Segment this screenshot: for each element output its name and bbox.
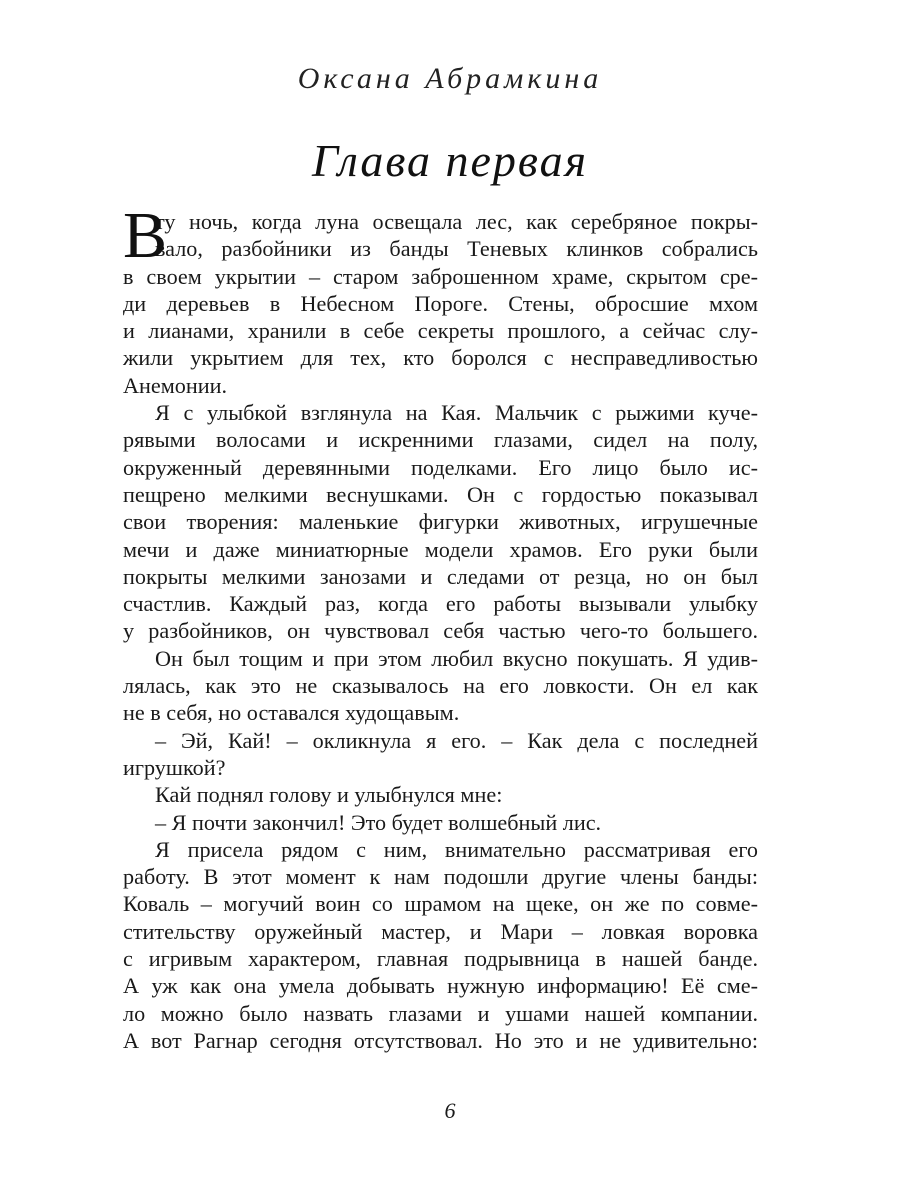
text-line: Я с улыбкой взглянула на Кая. Мальчик с рыжими куче- <box>155 400 758 426</box>
text-line: не в себя, но оставался худощавым. <box>123 700 460 726</box>
text-line: в своем укрытии – старом заброшенном храме, скрытом сре- <box>123 263 758 289</box>
drop-cap: В <box>123 199 168 272</box>
text-line: покрыты мелкими занозами и следами от резца, но он был <box>123 563 758 589</box>
text-line: – Эй, Кай! – окликнула я его. – Как дела с последней <box>155 727 758 753</box>
text-line: Кай поднял голову и улыбнулся мне: <box>155 782 503 808</box>
text-line: А уж как она умела добывать нужную информацию! Её сме- <box>123 973 758 999</box>
text-line: Я присела рядом с ним, внимательно рассматривая его <box>155 836 758 862</box>
text-line: пещрено мелкими веснушками. Он с гордостью показывал <box>123 481 758 507</box>
text-line: счастлив. Каждый раз, когда его работы вызывали улыбку <box>123 591 758 617</box>
text-line: свои творения: маленькие фигурки животных, игрушечные <box>123 509 758 535</box>
text-line: игрушкой? <box>123 754 226 780</box>
text-line: лялась, как это не сказывалось на его ловкости. Он ел как <box>123 673 758 699</box>
text-line: рявыми волосами и искренними глазами, сидел на полу, <box>123 427 758 453</box>
text-line: ло можно было назвать глазами и ушами нашей компании. <box>123 1000 758 1026</box>
text-line: Анемонии. <box>123 372 228 398</box>
text-line: с игривым характером, главная подрывница в нашей банде. <box>123 946 758 972</box>
text-line: – Я почти закончил! Это будет волшебный лис. <box>155 809 602 835</box>
text-line: и лианами, хранили в себе секреты прошлого, а сейчас слу- <box>123 318 758 344</box>
text-line: работу. В этот момент к нам подошли другие члены банды: <box>123 864 758 890</box>
text-line: окруженный деревянными поделками. Его лицо было ис- <box>123 454 758 480</box>
text-line: жили укрытием для тех, кто боролся с несправедливостью <box>123 345 758 371</box>
text-line: вало, разбойники из банды Теневых клинков собрались <box>155 236 758 262</box>
text-line: Он был тощим и при этом любил вкусно покушать. Я удив- <box>155 645 758 671</box>
text-line: Коваль – могучий воин со шрамом на щеке, он же по совме- <box>123 891 758 917</box>
chapter-title: Глава первая <box>312 135 588 186</box>
text-line: ту ночь, когда луна освещала лес, как серебряное покры- <box>155 209 758 234</box>
text-line: ди деревьев в Небесном Пороге. Стены, обросшие мхом <box>123 290 758 316</box>
text-line: А вот Рагнар сегодня отсутствовал. Но это и не удивительно: <box>123 1027 758 1053</box>
page-number: 6 <box>444 1098 456 1123</box>
author-header: Оксана Абрамкина <box>297 62 603 95</box>
text-line: стительству оружейный мастер, и Мари – ловкая воровка <box>123 918 758 944</box>
text-line: мечи и даже миниатюрные модели храмов. Его руки были <box>123 536 758 562</box>
body-text <box>123 199 758 1054</box>
text-line: у разбойников, он чувствовал себя частью чего-то большего. <box>123 618 758 644</box>
